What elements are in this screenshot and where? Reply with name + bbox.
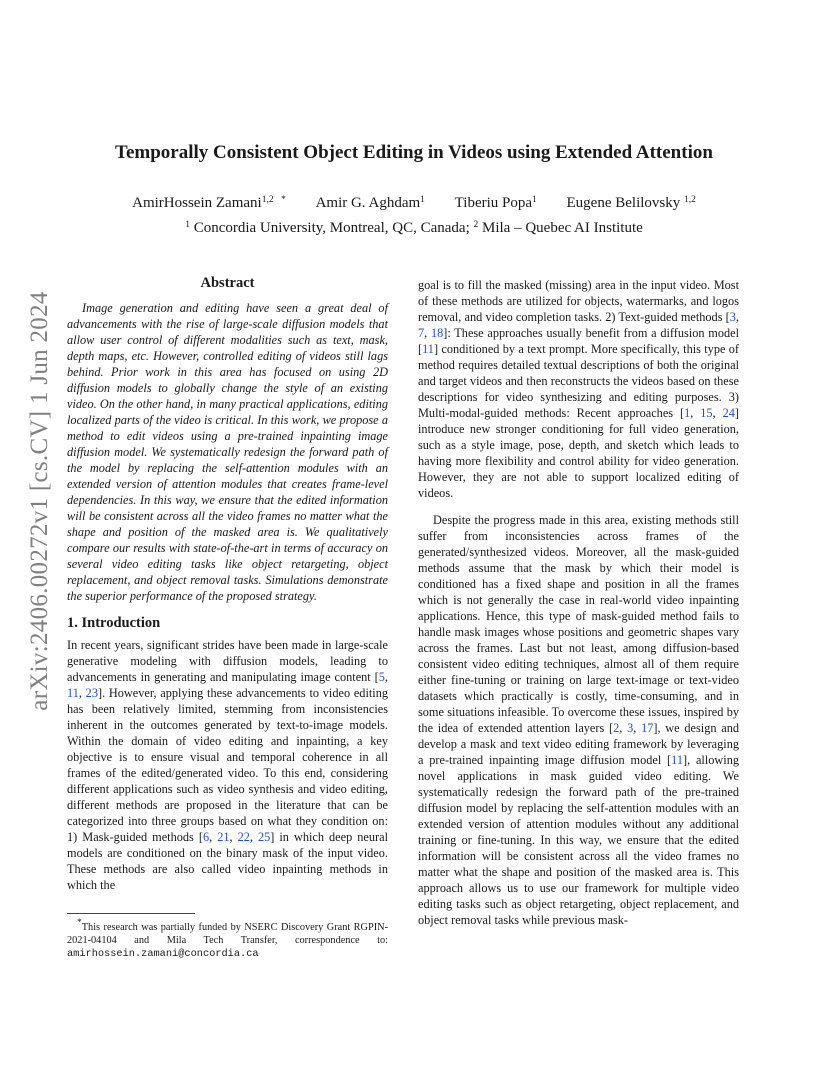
citation-link[interactable]: 15 bbox=[700, 406, 713, 420]
paragraph-text: ]: These approaches usually benefit from a diffusion model [ bbox=[418, 326, 739, 356]
paragraph-text: , bbox=[633, 721, 642, 735]
citation-link[interactable]: 5 bbox=[378, 670, 385, 684]
citation-link[interactable]: 23 bbox=[85, 686, 98, 700]
paragraph-text: Despite the progress made in this area, existing methods still suffer from inconsistencies across frames of the generated/synthesized videos. Moreover, all the mask-guided methods assume that the mask by which their model is conditioned has a fixed shape and position in all the frames which is not generally the case in real-world video inpainting applications. Hence, this type of mask-guided method fails to handle mask images whose positions and geometric shapes vary across the frames. Last but not least, among diffusion-based consistent video editing techniques, almost all of them require either fine-tuning or training on large text-image or text-video datasets which practically is costly, time-consuming, and in some situations infeasible. To overcome these issues, inspired by the idea of extended attention layers [ bbox=[418, 513, 739, 735]
paragraph-text: , bbox=[690, 406, 701, 420]
right-column bbox=[418, 277, 739, 928]
citation-link[interactable]: 11 bbox=[671, 753, 683, 767]
paragraph-text: In recent years, significant strides have been made in large-scale generative modeling with diffusion models, leading to advancements in generating and manipulating image content [ bbox=[67, 638, 388, 684]
left-column bbox=[67, 275, 388, 893]
footnote-rule bbox=[67, 913, 195, 914]
intro-paragraph-1 bbox=[67, 637, 388, 893]
citation-link[interactable]: 6 bbox=[202, 830, 210, 844]
paragraph-text: ]. However, applying these advancements to video editing has been relatively limited, stemming from inconsistencies inherent in the outcomes generated by text-to-image models. Within the domain of video editing and inpainting, a key objective is to ensure visual and temporal coherence in all frames of the edited/generated video. To this end, considering different applications such as video synthesis and video editing, different methods are proposed in the literature that can be categorized into three groups based on what they condition on: 1) Mask-guided methods [ bbox=[67, 686, 388, 844]
paragraph-text: ], we design and develop a mask and text video editing framework by leveraging a pre-trained inpainting image diffusion model [ bbox=[418, 721, 739, 767]
citation-link[interactable]: 21 bbox=[217, 830, 230, 844]
author-list bbox=[0, 195, 828, 212]
author-1: AmirHossein Zamani$^{1,2}$ * bbox=[132, 195, 286, 211]
abstract-heading: Abstract bbox=[200, 275, 255, 291]
citation-link[interactable]: 2 bbox=[613, 721, 620, 735]
corresponding-mark: * bbox=[281, 195, 286, 205]
footnote: *This research was partially funded by NSERC Discovery Grant RGPIN-2021-04104 and Mila Tech Transfer, correspondence to: amirhossein.zamani@concordia.ca bbox=[67, 913, 388, 961]
paragraph-text: goal is to fill the masked (missing) area in the input video. Most of these methods are utilized for objects, watermarks, and logos removal, and video completion tasks. 2) Text-guided methods [ bbox=[418, 278, 739, 324]
paragraph-text: , bbox=[712, 406, 723, 420]
author-2: Amir G. Aghdam$^1$ bbox=[315, 195, 425, 211]
paragraph-text: ], allowing novel applications in mask guided video editing. We systematically redesign the forward path of the pre-trained diffusion model by replacing the self-attention modules with an extended version of attention modules without any additional training or fine-tuning. In this way, we ensure that the edited information will be consistent across all the video frames no matter what the shape and position of the masked area is. This approach allows us to use our framework for multiple video editing tasks such as object retargeting, object replacement, and object removal tasks while previous mask- bbox=[418, 753, 740, 927]
paragraph-text: , bbox=[424, 326, 431, 340]
author-3: Tiberiu Popa$^1$ bbox=[454, 195, 537, 211]
paragraph-text: ] introduce new stronger conditioning for full video generation, such as a style image, pose, depth, and sketch which leads to having more flexibility and control ability for video generation. However, they are not able to support localized editing of videos. bbox=[418, 406, 739, 500]
section-heading-introduction: 1. Introduction bbox=[67, 615, 161, 631]
citation-link[interactable]: 24 bbox=[722, 406, 735, 420]
paragraph-text: ] conditioned by a text prompt. More specifically, this type of method requires detailed textual descriptions of both the original and target videos and then reconstructs the videos based on these descriptions for video synthesizing and editing purposes. 3) Multi-modal-guided methods: Recent approaches [ bbox=[418, 342, 739, 420]
citation-link[interactable]: 22 bbox=[237, 830, 250, 844]
arxiv-stamp: arXiv:2406.00272v1 [cs.CV] 1 Jun 2024 bbox=[26, 291, 53, 711]
citation-link[interactable]: 7 bbox=[418, 326, 425, 340]
affiliations: $^1$ Concordia University, Montreal, QC, Canada; $^2$ Mila – Quebec AI Institute bbox=[185, 220, 643, 236]
citation-link[interactable]: 25 bbox=[257, 830, 271, 844]
intro-paragraph-2 bbox=[418, 277, 739, 501]
paragraph-text: , bbox=[249, 830, 258, 844]
paragraph-text: , bbox=[229, 830, 238, 844]
paragraph-text: , bbox=[78, 686, 86, 700]
abstract-text: Image generation and editing have seen a great deal of advancements with the rise of large-scale diffusion models that allow user control of different modalities such as text, mask, depth maps, etc. However, controlled editing of videos still lags behind. Prior work in this area has focused on using 2D diffusion models to globally change the style of an existing video. On the other hand, in many practical applications, editing localized parts of the video is critical. In this work, we propose a method to edit videos using a pre-trained inpainting image diffusion model. We systematically redesign the forward path of the model by replacing the self-attention modules with an extended version of attention modules that creates frame-level dependencies. In this way, we ensure that the edited information will be consistent across all the video frames no matter what the shape and position of the masked area is. We qualitatively compare our results with state-of-the-art in terms of accuracy on several video editing tasks like object retargeting, object replacement, and object removal tasks. Simulations demonstrate the superior performance of the proposed strategy. bbox=[67, 301, 388, 603]
paragraph-text: , bbox=[735, 310, 739, 324]
author-4: Eugene Belilovsky $^{1,2}$ bbox=[566, 195, 696, 211]
paragraph-text: ] in which deep neural models are conditioned on the binary mask of the input video. These methods are also called video inpainting methods in which the bbox=[67, 830, 388, 892]
paragraph-text: , bbox=[209, 830, 218, 844]
citation-link[interactable]: 11 bbox=[422, 342, 434, 356]
citation-link[interactable]: 3 bbox=[729, 310, 736, 324]
contact-email[interactable]: amirhossein.zamani@concordia.ca bbox=[67, 948, 259, 960]
paper-title: Temporally Consistent Object Editing in Videos using Extended Attention bbox=[115, 142, 713, 163]
intro-paragraph-3 bbox=[418, 512, 739, 928]
paragraph-text: , bbox=[384, 670, 388, 684]
citation-link[interactable]: 18 bbox=[430, 326, 444, 340]
paragraph-text: , bbox=[619, 721, 628, 735]
citation-link[interactable]: 17 bbox=[641, 721, 654, 735]
citation-link[interactable]: 1 bbox=[684, 406, 691, 420]
citation-link[interactable]: 11 bbox=[67, 686, 79, 700]
citation-link[interactable]: 3 bbox=[627, 721, 634, 735]
